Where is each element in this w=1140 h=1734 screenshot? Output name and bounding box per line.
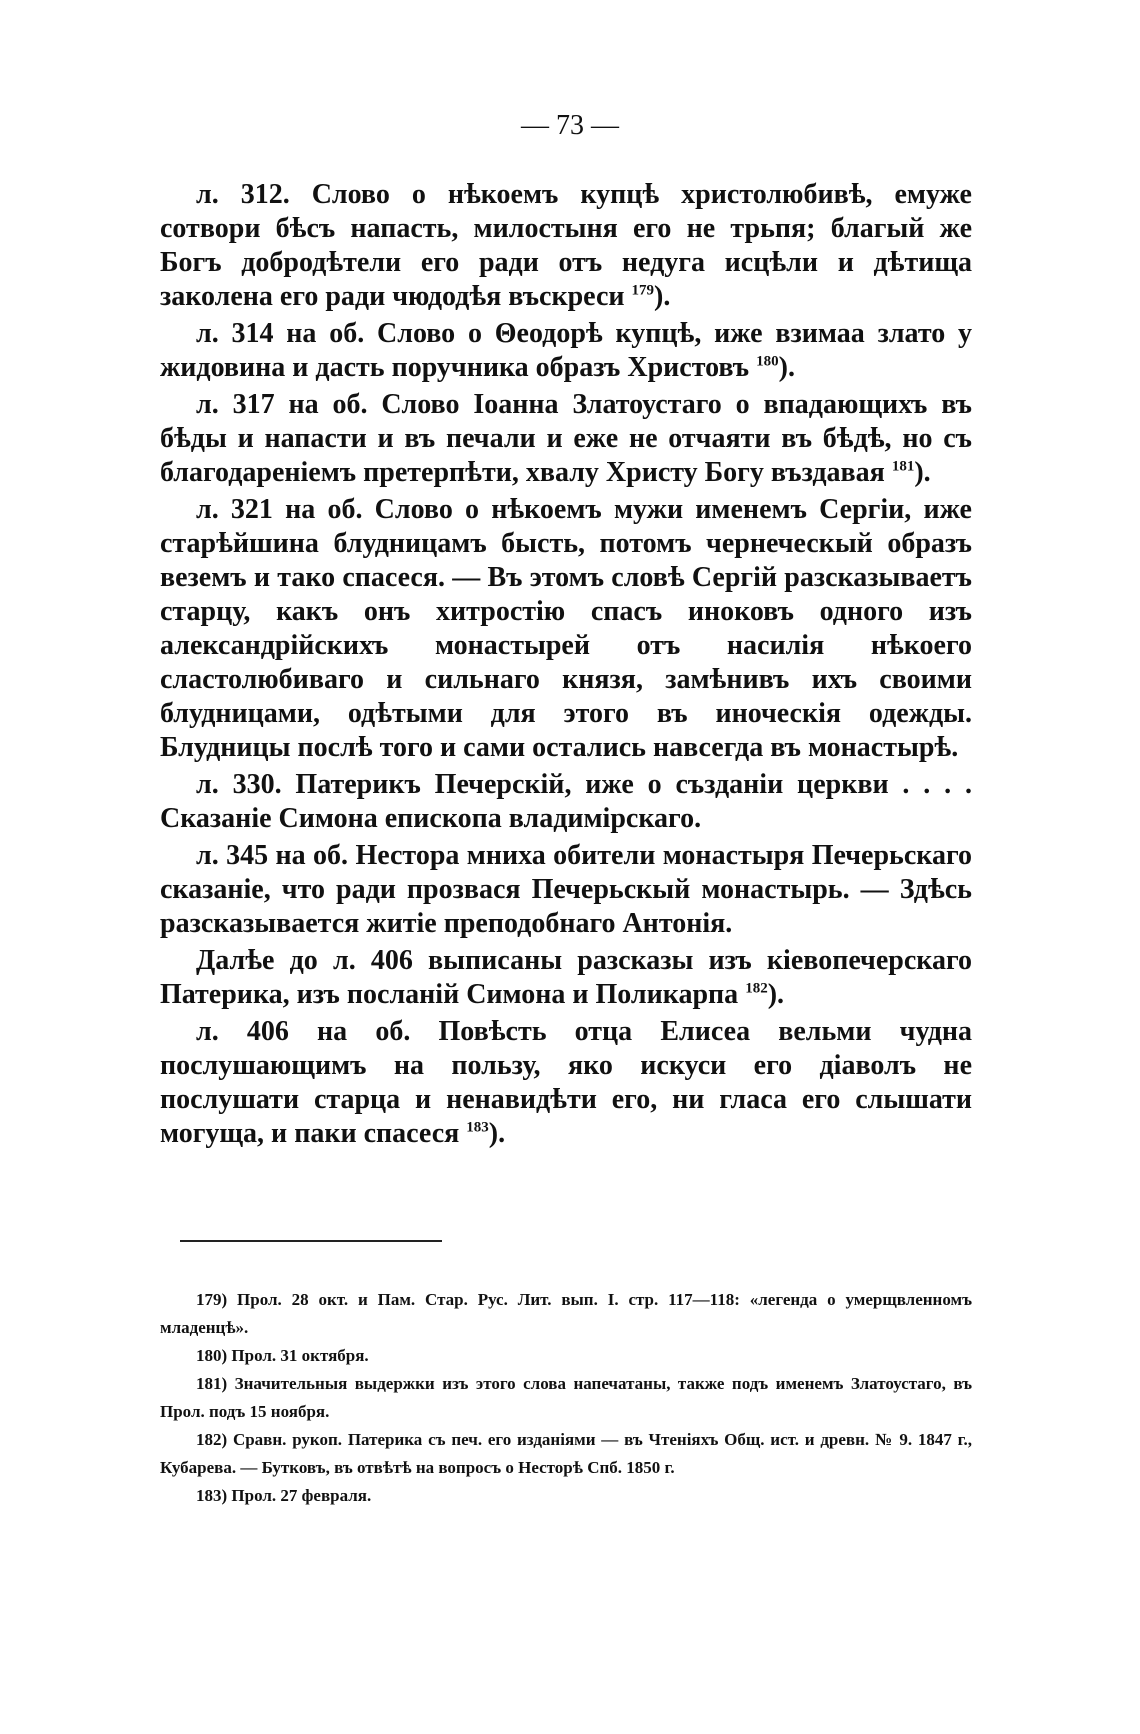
entry-paragraph: л. 312. Слово о нѣкоемъ купцѣ христолюбивѣ, емуже сотвори бѣсъ напасть, милостыня его не трьпя; благый же Богъ добродѣтели его ради отъ недуга исцѣли и дѣтища заколена его ради чюдодѣя въскреси $^{179}$). xyxy=(160,179,972,312)
footnote-separator xyxy=(180,1240,442,1242)
entry-paragraph: л. 314 на об. Слово о Θеодорѣ купцѣ, иже взимаа злато у жидовина и дасть поручника образъ Христовъ $^{180}$). xyxy=(160,318,972,383)
main-text xyxy=(160,178,972,1154)
entry-paragraph: л. 330. Патерикъ Печерскій, иже о създаніи церкви . . . . Сказаніе Симона епископа владимірскаго. xyxy=(160,769,972,834)
entry-paragraph: л. 345 на об. Нестора мниха обители монастыря Печерьскаго сказаніе, что ради прозвася Печерьскый монастырь. — Здѣсь разсказывается житіе преподобнаго Антонія. xyxy=(160,840,972,939)
page-number: — 73 — xyxy=(521,110,619,141)
footnote-ref: 181 xyxy=(891,458,915,475)
footnotes xyxy=(160,1286,972,1510)
entry-paragraph: л. 406 на об. Повѣсть отца Елисеа вельми чудна послушающимъ на пользу, яко искуси его діаволъ не послушати старца и ненавидѣти его, ни гласа его слышати могуща, и паки спасеся $^{183}$). xyxy=(160,1016,972,1149)
footnote-ref: 183 xyxy=(466,1119,489,1136)
footnote: 181) Значительныя выдержки изъ этого слова напечатаны, также подъ именемъ Златоустаго, въ Прол. подъ 15 ноября. xyxy=(160,1374,972,1421)
footnote-ref: 180 xyxy=(756,353,779,370)
entry-paragraph: л. 317 на об. Слово Іоанна Златоустаго о впадающихъ въ бѣды и напасти и въ печали и еже не отчаяти въ бѣдѣ, но съ благодареніемъ претерпѣти, хвалу Христу Богу въздавая $^{181}$). xyxy=(160,389,972,488)
footnote-ref: 179 xyxy=(631,282,655,299)
footnote: 180) Прол. 31 октября. xyxy=(196,1346,369,1365)
footnote-ref: 182 xyxy=(745,980,768,997)
footnote: 183) Прол. 27 февраля. xyxy=(196,1486,372,1505)
entry-paragraph: Далѣе до л. 406 выписаны разсказы изъ кіевопечерскаго Патерика, изъ посланій Симона и Поликарпа $^{182}$). xyxy=(160,945,972,1010)
footnote: 182) Сравн. рукоп. Патерика съ печ. его изданіями — въ Чтеніяхъ Общ. ист. и древн. № 9. 1847 г., Кубарева. — Бутковъ, въ отвѣтѣ на вопросъ о Несторѣ Спб. 1850 г. xyxy=(160,1430,972,1477)
footnote: 179) Прол. 28 окт. и Пам. Стар. Рус. Лит. вып. I. стр. 117—118: «легенда о умерщвленномъ младенцѣ». xyxy=(160,1290,972,1337)
entry-paragraph: л. 321 на об. Слово о нѣкоемъ мужи именемъ Сергіи, иже старѣйшина блудницамъ бысть, потомъ чернеческый образъ веземъ и тако спасеся. — Въ этомъ словѣ Сергій разсказываетъ старцу, какъ онъ хитростію спасъ иноковъ одного изъ александрійскихъ монастырей отъ насилія нѣкоего сластолюбиваго и сильнаго князя, замѣнивъ ихъ своими блудницами, одѣтыми для этого въ иноческія одежды. Блудницы послѣ того и сами остались навсегда въ монастырѣ. xyxy=(160,494,972,763)
